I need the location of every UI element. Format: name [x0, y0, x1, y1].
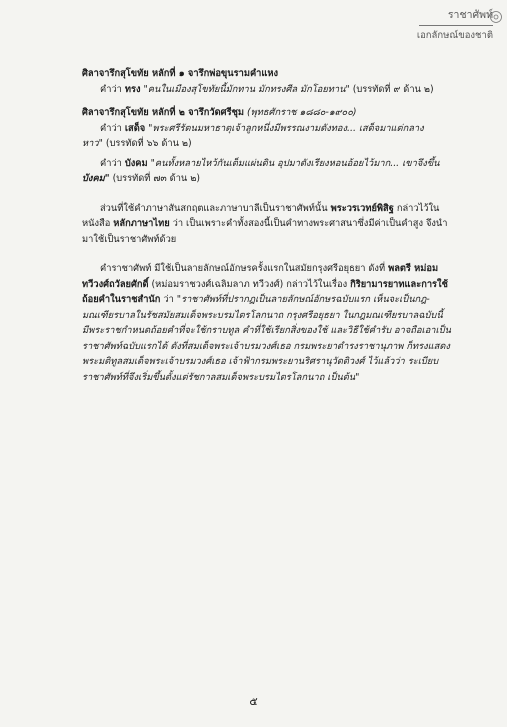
header-subtitle: เอกลักษณ์ของชาติ [416, 30, 493, 41]
section-2-entry-2-cont: บังคม" (บรรทัดที่ ๗๓ ด้าน ๒) [82, 173, 200, 184]
header-rule [419, 25, 493, 26]
running-header [417, 6, 493, 43]
paragraph-ayutthaya-4: มณเฑียรบาลในรัชสมัยสมเด็จพระบรมไตรโลกนาถ กรุงศรีอยุธยา ในกฎมณเฑียรบาลฉบับนี้ [82, 309, 443, 321]
header-title: ราชาศัพท์ [447, 9, 493, 21]
paragraph-ayutthaya: คำราชาศัพท์ มีใช้เป็นลายลักษณ์อักษรครั้งแรกในสมัยกรุงศรีอยุธยา ดังที่ พลตรี หม่อม [100, 263, 439, 274]
page-number: ๕ [249, 695, 258, 708]
document-body [82, 66, 474, 385]
section-2-entry-1-cont: หาว" (บรรทัดที่ ๖๖ ด้าน ๒) [82, 138, 192, 149]
paragraph-sanskrit-pali-2: หนังสือ หลักภาษาไทย ว่า เป็นเพราะคำทั้งสองนี้เป็นคำทางพระศาสนาซึ่งมีค่าเป็นคำสูง จึงนำ [82, 218, 448, 229]
paragraph-ayutthaya-7: พระมติทูลสมเด็จพระเจ้าบรมวงศ์เธอ เจ้าฟ้ากรมพระยานริศรานุวัดติวงศ์ ไว้แล้วว่า ระเบียบ [82, 356, 439, 367]
section-1-entry: คำว่า ทรง "คนในเมืองสุโขทัยนี้มักทาน มักทรงศีล มักโอยทาน" (บรรทัดที่ ๙ ด้าน ๒) [100, 83, 434, 95]
section-2-entry-2: คำว่า บังคม "คนทั้งหลายไหว้กันเต็มแผ่นดิน อุปมาดังเรียงหอนอ้อยไว้มาก... เขาจึงขึ้น [100, 157, 440, 169]
paragraph-ayutthaya-8: ราชาศัพท์ที่จึงเริ่มขึ้นตั้งแต่รัชกาลสมเด็จพระบรมไตรโลกนาถ เป็นต้น" [82, 371, 360, 383]
paragraph-sanskrit-pali: ส่วนที่ใช้คำภาษาสันสกฤตและภาษาบาลีเป็นราชาศัพท์นั้น พระวรเวทย์พิสิฐ กล่าวไว้ใน [100, 202, 440, 214]
section-2-entry-1: คำว่า เสด็จ "พระศรีรัตนมหาธาตุเจ้าลูกหนึ่งมีพรรณงามดังทอง... เสด็จมาแต่กลาง [100, 122, 424, 134]
emblem-icon [489, 10, 503, 24]
paragraph-ayutthaya-6: ราชาศัพท์ฉบับแรกได้ ดังที่สมเด็จพระเจ้าบรมวงศ์เธอ กรมพระยาดำรงราชานุภาพ ก็ทรงแสดง [82, 340, 450, 352]
paragraph-ayutthaya-2: ทวีวงศ์ถวัลยศักดิ์ (หม่อมราชวงศ์เฉลิมลาภ ทวีวงศ์) กล่าวไว้ในเรื่อง กิริยามารยาทและการใช้ [82, 278, 448, 290]
paragraph-ayutthaya-3: ถ้อยคำในราชสำนัก ว่า "ราชาศัพท์ที่ปรากฏเป็นลายลักษณ์อักษรฉบับแรก เห็นจะเป็นกฎ- [82, 294, 430, 305]
section-1-heading: ศิลาจารึกสุโขทัย หลักที่ ๑ จารึกพ่อขุนรามคำแหง [82, 68, 279, 79]
paragraph-sanskrit-pali-3: มาใช้เป็นราชาศัพท์ด้วย [82, 233, 177, 245]
section-2-heading: ศิลาจารึกสุโขทัย หลักที่ ๒ จารึกวัดศรีชุม (พุทธศักราช ๑๘๘๐-๑๙๐๐) [82, 107, 357, 118]
paragraph-ayutthaya-5: มีพระราชกำหนดถ้อยคำที่จะใช้กราบทูล คำที่ใช้เรียกสิ่งของใช้ และวิธีใช้คำรับ อาจถือเอาเป็น [82, 325, 451, 336]
